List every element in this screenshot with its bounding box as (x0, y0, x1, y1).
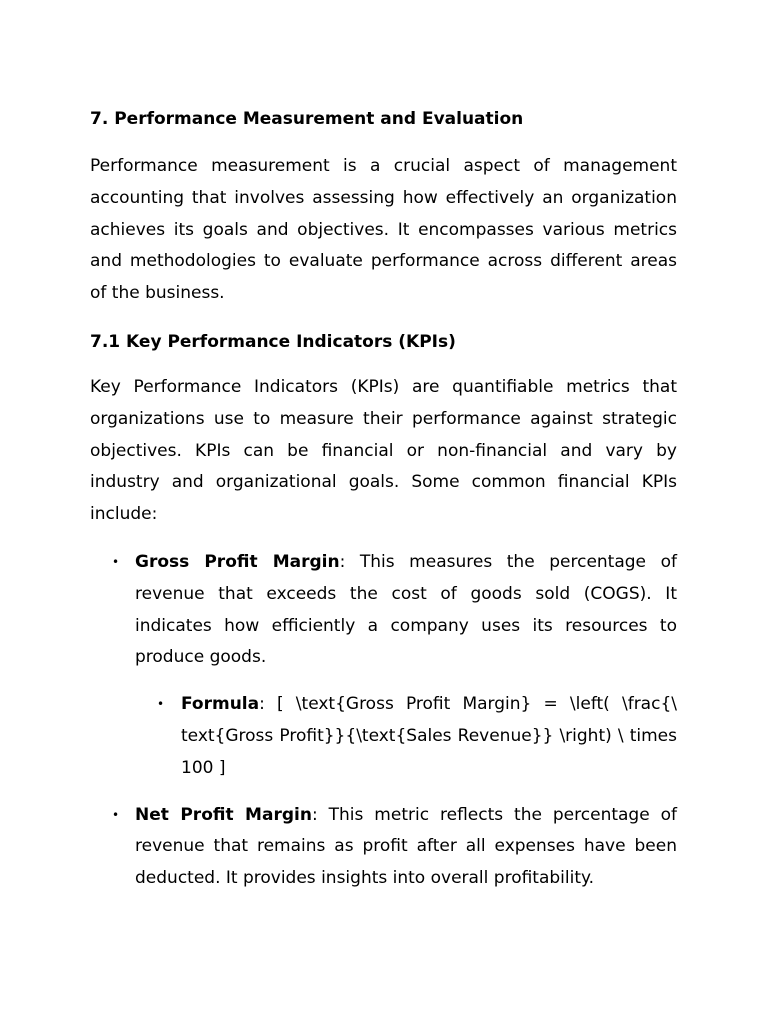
kpi-description: : This measures the percentage of revenue that exceeds the cost of goods sold (COGS). It indicates how efficiently a company uses its resources to produce goods. (135, 551, 677, 668)
bullet-icon: • (112, 807, 120, 822)
list-item-net-profit-margin (90, 800, 677, 895)
bullet-icon: • (112, 554, 120, 569)
section-intro-paragraph: Performance measurement is a crucial aspect of management accounting that involves assessing how effectively an organization achieves its goals and objectives. It encompasses various metrics and methodologies to evaluate performance across different areas of the business. (90, 156, 677, 304)
formula-text: : [ \text{Gross Profit Margin} = \left( \frac{\ text{Gross Profit}}{\text{Sales Revenue}} \right) \ times 100 ] (181, 694, 677, 778)
list-item-formula (135, 689, 677, 784)
bullet-icon: • (157, 697, 165, 712)
kpi-term: Gross Profit Margin (135, 551, 340, 572)
kpi-list (90, 547, 677, 895)
kpi-description: : This metric reflects the percentage of revenue that remains as profit after all expenses have been deducted. It provides insights into overall profitability. (135, 804, 678, 889)
subsection-heading: 7.1 Key Performance Indicators (KPIs) (90, 331, 456, 352)
list-item-gross-profit-margin (90, 547, 677, 785)
kpi-term: Net Profit Margin (135, 804, 312, 825)
formula-list (135, 689, 677, 784)
formula-label: Formula (181, 694, 260, 715)
subsection-intro-paragraph: Key Performance Indicators (KPIs) are quantifiable metrics that organizations use to measure their performance against strategic objectives. KPIs can be financial or non-financial and vary by industry and organizational goals. Some common financial KPIs include: (90, 376, 677, 525)
document-page (90, 103, 677, 895)
section-heading: 7. Performance Measurement and Evaluation (90, 109, 524, 129)
